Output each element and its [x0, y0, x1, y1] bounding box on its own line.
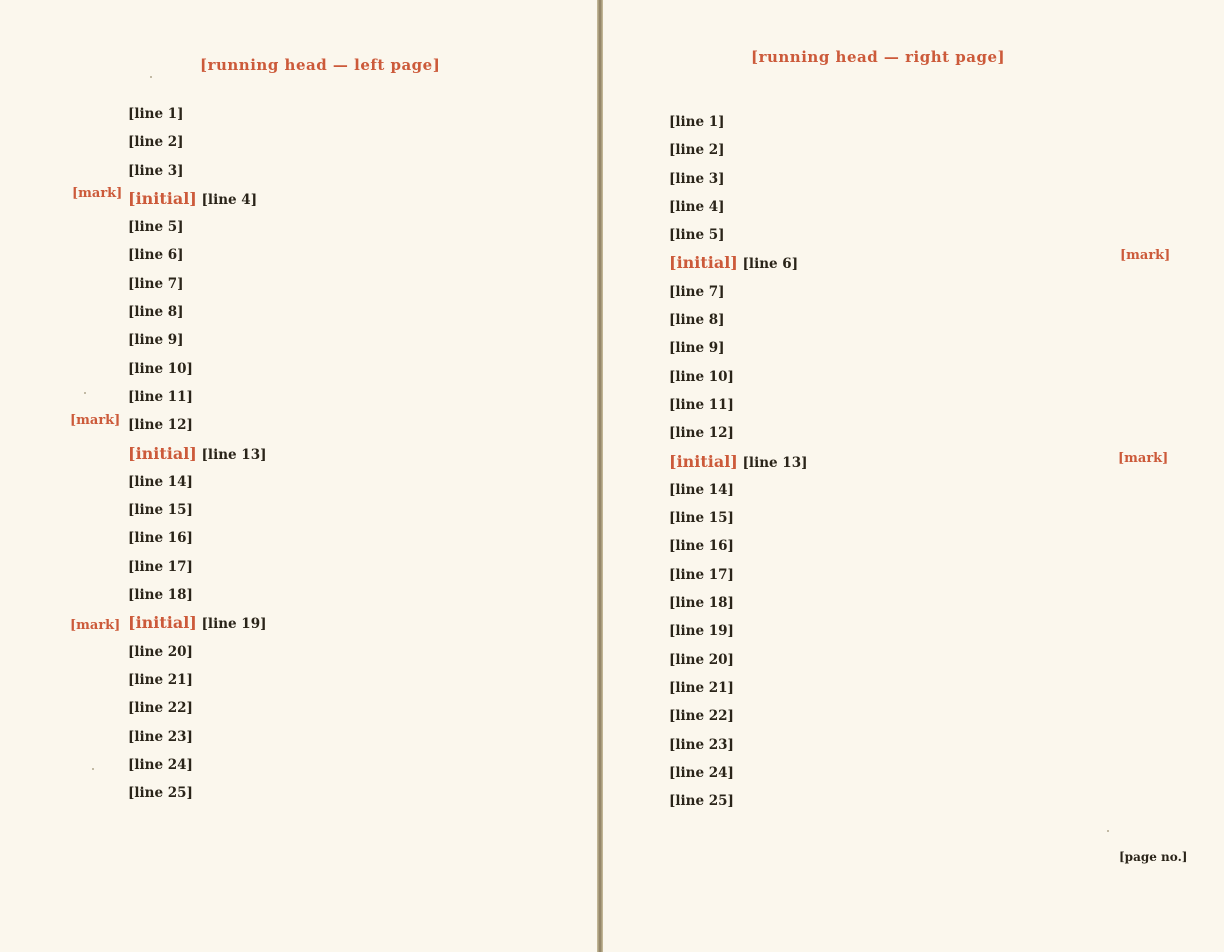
- text-line: [line 16]: [128, 530, 193, 547]
- text-line: [line 17]: [669, 566, 734, 583]
- text-line: [line 22]: [669, 708, 734, 725]
- text-line: [128, 440, 560, 468]
- text-line-body: [line 19]: [201, 616, 267, 633]
- text-line: [line 4]: [669, 198, 725, 215]
- text-line: [669, 448, 1099, 476]
- text-line: [line 16]: [669, 538, 734, 555]
- text-line: [line 5]: [669, 227, 725, 244]
- text-line: [line 15]: [128, 502, 193, 519]
- rubricated-initial: [initial]: [128, 188, 197, 208]
- text-line: [line 14]: [669, 481, 734, 498]
- text-line: [line 10]: [669, 368, 734, 385]
- text-line: [128, 185, 560, 213]
- marginal-number: [mark]: [1120, 248, 1171, 263]
- text-line: [line 20]: [128, 643, 193, 660]
- text-line: [669, 249, 1099, 277]
- text-line: [line 11]: [128, 388, 193, 405]
- text-line: [line 3]: [128, 162, 184, 179]
- text-line: [line 9]: [669, 340, 725, 357]
- marginal-number: [mark]: [70, 618, 121, 633]
- paper-fleck: [150, 76, 152, 78]
- text-line: [line 8]: [669, 312, 725, 329]
- text-line: [line 18]: [669, 595, 734, 612]
- rubricated-initial: [initial]: [128, 613, 197, 633]
- paper-fleck: [1107, 830, 1109, 832]
- paper-fleck: [84, 392, 86, 394]
- text-line-body: [line 6]: [742, 256, 799, 273]
- rubricated-initial: [initial]: [128, 443, 197, 463]
- marginal-number: [mark]: [72, 186, 123, 201]
- text-line: [line 25]: [128, 785, 193, 802]
- paper-fleck: [92, 768, 94, 770]
- text-line: [line 2]: [669, 142, 725, 159]
- text-line: [line 1]: [128, 106, 184, 122]
- left-page: [0, 0, 597, 952]
- text-line: [line 23]: [669, 736, 734, 753]
- rubricated-initial: [initial]: [669, 451, 738, 471]
- text-line: [line 3]: [669, 170, 725, 187]
- right-page: [603, 0, 1224, 952]
- text-line: [line 7]: [669, 283, 725, 300]
- rubricated-initial: [initial]: [669, 253, 738, 273]
- left-body-text: [128, 100, 560, 807]
- text-line: [line 6]: [128, 247, 184, 264]
- text-line: [line 11]: [669, 396, 734, 413]
- text-line-body: [line 13]: [201, 446, 267, 463]
- text-line: [line 23]: [128, 728, 193, 745]
- text-line: [line 24]: [669, 764, 734, 781]
- text-line: [line 12]: [128, 417, 193, 434]
- text-line-body: [line 13]: [742, 454, 808, 471]
- text-line: [line 5]: [128, 219, 184, 236]
- text-line: [line 15]: [669, 510, 734, 527]
- text-line: [line 1]: [669, 114, 725, 130]
- text-line: [line 7]: [128, 275, 184, 292]
- text-line: [line 21]: [128, 671, 193, 688]
- text-line: [line 18]: [128, 587, 193, 604]
- text-line: [line 9]: [128, 332, 184, 349]
- text-line: [line 19]: [669, 623, 734, 640]
- marginal-number: [mark]: [70, 413, 121, 428]
- text-line: [line 22]: [128, 700, 193, 717]
- text-line: [line 20]: [669, 651, 734, 668]
- text-line: [line 8]: [128, 304, 184, 321]
- marginal-number: [mark]: [1118, 451, 1169, 466]
- text-line: [line 14]: [128, 473, 193, 490]
- text-line: [line 24]: [128, 756, 193, 773]
- text-line: [line 12]: [669, 425, 734, 442]
- left-running-head: [running head — left page]: [200, 56, 441, 74]
- text-line: [128, 609, 560, 637]
- text-line: [line 25]: [669, 793, 734, 810]
- text-line: [line 17]: [128, 558, 193, 575]
- text-line: [line 10]: [128, 360, 193, 377]
- right-running-head: [running head — right page]: [751, 48, 1006, 66]
- text-line: [line 2]: [128, 134, 184, 151]
- right-body-text: [669, 108, 1099, 815]
- text-line-body: [line 4]: [201, 191, 258, 208]
- text-line: [line 21]: [669, 679, 734, 696]
- page-number: [page no.]: [1119, 850, 1188, 864]
